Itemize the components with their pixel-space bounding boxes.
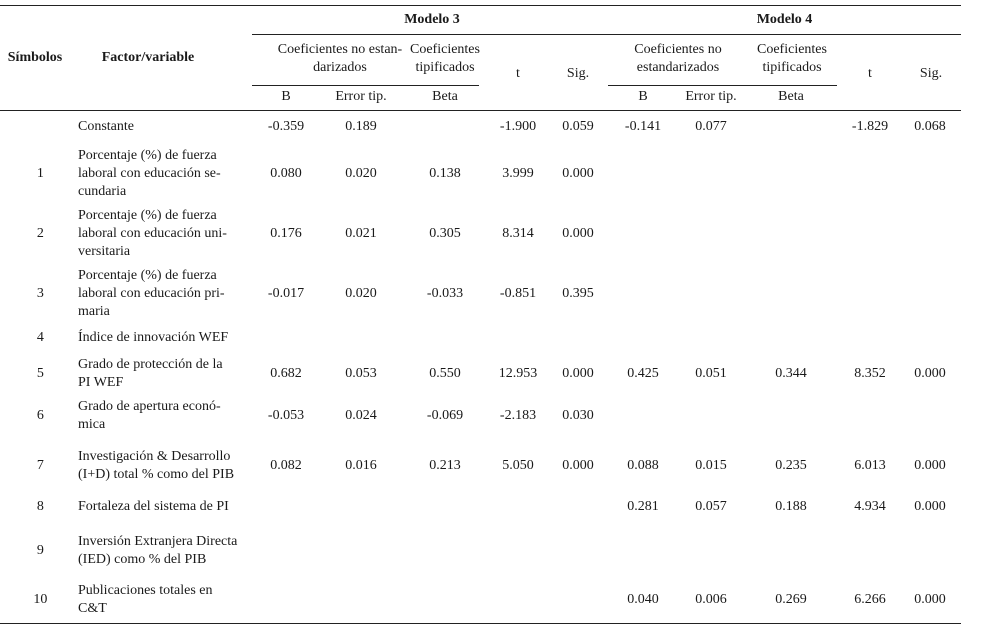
m4-cell: -1.829	[851, 119, 889, 134]
m4-sig-header: Sig.	[919, 66, 943, 81]
row-factor-line: versitaria	[78, 244, 131, 259]
m3-t-header: t	[516, 66, 520, 81]
m3-cell: 0.189	[345, 119, 377, 134]
header-bottom-rule	[0, 110, 961, 111]
m3-cell: 0.024	[345, 408, 377, 423]
m4-cell: 0.068	[914, 119, 946, 134]
m3-subheader-rule	[252, 85, 479, 86]
m4-cell: 0.000	[914, 366, 946, 381]
row-factor-line: PI WEF	[78, 375, 124, 390]
row-symbol:  8	[26, 499, 44, 514]
row-factor-line: maria	[78, 304, 110, 319]
m4-std-header-l2: tipificados	[762, 60, 822, 75]
m4-std-header-l1: Coeficientes	[757, 42, 827, 57]
m4-cell: 0.000	[914, 499, 946, 514]
row-factor-line: laboral con educación uni-	[78, 226, 227, 241]
m3-beta-header: Beta	[432, 89, 458, 104]
row-symbol:  	[29, 119, 41, 134]
m4-cell: 0.057	[695, 499, 727, 514]
m3-cell: -0.069	[426, 408, 464, 423]
m3-cell: 0.305	[429, 226, 461, 241]
m3-cell: 0.059	[562, 119, 594, 134]
row-factor-line: (IED) como % del PIB	[78, 552, 207, 567]
model-4-title: Modelo 4	[756, 12, 813, 27]
m3-unstd-header-l1: Coeficientes no estan-	[277, 42, 403, 57]
row-factor-line: Porcentaje (%) de fuerza	[78, 208, 217, 223]
m3-cell: 0.176	[270, 226, 302, 241]
row-symbol:  10	[22, 592, 48, 607]
row-factor-line: laboral con educación pri-	[78, 286, 225, 301]
m4-t-header: t	[868, 66, 872, 81]
m4-unstd-header-l1: Coeficientes no	[634, 42, 722, 57]
row-symbol:  1	[26, 166, 44, 181]
row-factor-line: Publicaciones totales en	[78, 583, 213, 598]
top-rule	[0, 5, 961, 6]
m3-unstd-header-l2: darizados	[313, 60, 367, 75]
m3-cell: 0.682	[270, 366, 302, 381]
row-factor-line: Inversión Extranjera Directa	[78, 534, 238, 549]
m3-std-header-l1: Coeficientes	[410, 42, 480, 57]
m3-cell: 0.000	[562, 458, 594, 473]
row-factor-line: laboral con educación se-	[78, 166, 221, 181]
m4-cell: 0.281	[627, 499, 659, 514]
row-factor-line: Porcentaje (%) de fuerza	[78, 268, 217, 283]
m3-cell: 0.000	[562, 166, 594, 181]
m3-cell: 5.050	[502, 458, 534, 473]
m3-cell: 0.395	[562, 286, 594, 301]
row-factor-line: Grado de apertura econó-	[78, 399, 221, 414]
row-factor-line: Fortaleza del sistema de PI	[78, 499, 229, 514]
row-symbol:  3	[26, 286, 44, 301]
m4-cell: 6.266	[854, 592, 886, 607]
m4-cell: 4.934	[854, 499, 886, 514]
m3-cell: -0.033	[426, 286, 464, 301]
m3-cell: 0.213	[429, 458, 461, 473]
m4-cell: 0.040	[627, 592, 659, 607]
m4-cell: 0.015	[695, 458, 727, 473]
m3-sig-header: Sig.	[566, 66, 590, 81]
row-factor-line: Porcentaje (%) de fuerza	[78, 148, 217, 163]
m3-cell: -0.017	[267, 286, 305, 301]
header-symbols: Símbolos	[7, 50, 63, 65]
m3-cell: 0.138	[429, 166, 461, 181]
m3-cell: 0.020	[345, 286, 377, 301]
m4-cell: 0.344	[775, 366, 807, 381]
m4-cell: 0.425	[627, 366, 659, 381]
m3-cell: 0.053	[345, 366, 377, 381]
m3-cell: 0.016	[345, 458, 377, 473]
m3-cell: 0.021	[345, 226, 377, 241]
m4-cell: 6.013	[854, 458, 886, 473]
model-header-rule	[252, 34, 961, 35]
m4-unstd-header-l2: estandarizados	[636, 60, 720, 75]
m3-cell: 0.020	[345, 166, 377, 181]
row-symbol:  5	[26, 366, 44, 381]
m3-cell: -2.183	[499, 408, 537, 423]
m4-cell: 0.188	[775, 499, 807, 514]
m3-cell: 12.953	[498, 366, 538, 381]
m3-cell: 0.082	[270, 458, 302, 473]
row-symbol:  6	[26, 408, 44, 423]
bottom-rule	[0, 623, 961, 624]
m3-err-header: Error tip.	[335, 89, 387, 104]
m4-cell: 0.235	[775, 458, 807, 473]
m3-b-header: B	[281, 89, 291, 104]
m4-b-header: B	[638, 89, 648, 104]
m4-cell: -0.141	[624, 119, 662, 134]
m3-cell: 0.000	[562, 226, 594, 241]
m4-beta-header: Beta	[778, 89, 804, 104]
m3-cell: 0.550	[429, 366, 461, 381]
row-factor-line: cundaria	[78, 184, 127, 199]
row-symbol:  4	[26, 330, 44, 345]
m4-cell: 0.006	[695, 592, 727, 607]
row-factor-line: Índice de innovación WEF	[78, 330, 229, 345]
row-symbol:  9	[26, 543, 44, 558]
m3-cell: 0.080	[270, 166, 302, 181]
m3-cell: -0.851	[499, 286, 537, 301]
m4-subheader-rule	[608, 85, 837, 86]
m4-err-header: Error tip.	[685, 89, 737, 104]
m4-cell: 0.269	[775, 592, 807, 607]
m4-cell: 0.077	[695, 119, 727, 134]
row-factor-line: (I+D) total % como del PIB	[78, 467, 235, 482]
row-factor-line: C&T	[78, 601, 107, 616]
m3-cell: -1.900	[499, 119, 537, 134]
header-factor: Factor/variable	[101, 50, 195, 65]
m4-cell: 0.000	[914, 458, 946, 473]
row-factor-line: mica	[78, 417, 106, 432]
m3-cell: 0.000	[562, 366, 594, 381]
m3-cell: -0.359	[267, 119, 305, 134]
m4-cell: 0.051	[695, 366, 727, 381]
m4-cell: 0.000	[914, 592, 946, 607]
row-symbol:  7	[26, 458, 44, 473]
m3-cell: 8.314	[502, 226, 534, 241]
row-factor-line: Investigación & Desarrollo	[78, 449, 231, 464]
m3-cell: -0.053	[267, 408, 305, 423]
row-factor-line: Constante	[78, 119, 134, 134]
row-symbol:  2	[26, 226, 44, 241]
m3-std-header-l2: tipificados	[415, 60, 475, 75]
row-factor-line: Grado de protección de la	[78, 357, 223, 372]
m3-cell: 0.030	[562, 408, 594, 423]
m3-cell: 3.999	[502, 166, 534, 181]
m4-cell: 8.352	[854, 366, 886, 381]
model-3-title: Modelo 3	[404, 12, 460, 27]
m4-cell: 0.088	[627, 458, 659, 473]
